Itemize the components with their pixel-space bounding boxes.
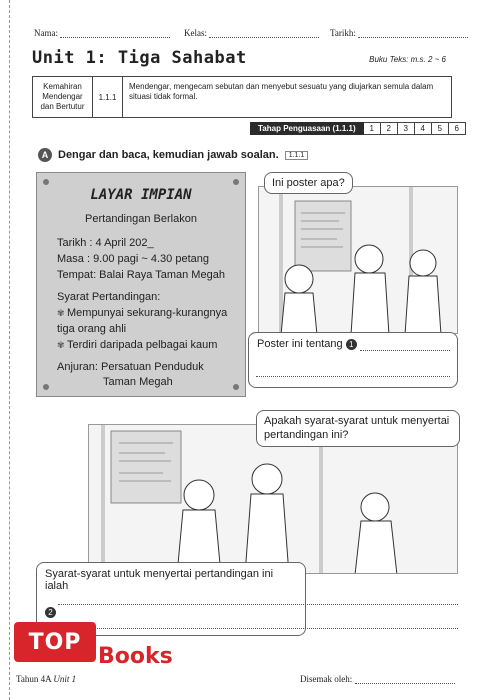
- poster-time: Masa : 9.00 pagi ~ 4.30 petang: [57, 253, 209, 265]
- standard-code: 1.1.1: [93, 77, 123, 117]
- unit-title: Unit 1: Tiga Sahabat: [32, 48, 247, 68]
- poster-condition-1-cont: tiga orang ahli: [57, 323, 127, 335]
- speech-bubble-2: [256, 410, 460, 447]
- bolt-icon: [43, 179, 49, 185]
- section-instruction: Dengar dan baca, kemudian jawab soalan.: [58, 149, 279, 161]
- topbooks-logo-text: Books: [98, 644, 173, 669]
- kelas-field[interactable]: [184, 28, 319, 38]
- question-number-2: 2: [45, 607, 56, 618]
- level-box[interactable]: 1: [364, 122, 381, 135]
- bolt-icon: [43, 384, 49, 390]
- section-ref: 1.1.1: [285, 151, 309, 160]
- poster-organiser-cont: Taman Megah: [103, 376, 173, 388]
- speech-bubble-2-line2: pertandingan ini?: [264, 429, 349, 442]
- standard-table: [32, 76, 452, 118]
- tarikh-label: Tarikh:: [330, 28, 356, 38]
- topbooks-logo: TOP: [14, 622, 96, 662]
- mastery-levels-label: Tahap Penguasaan (1.1.1): [250, 122, 364, 135]
- picture-panel-1: [258, 186, 458, 334]
- level-box[interactable]: 3: [398, 122, 415, 135]
- mastery-levels: [250, 122, 466, 135]
- binding-margin: [0, 0, 10, 700]
- answer-2-prompt: Syarat-syarat untuk menyertai pertandingan ini ialah: [45, 568, 274, 592]
- bolt-icon: [233, 384, 239, 390]
- boys-discussing-illustration: [89, 425, 458, 574]
- kelas-label: Kelas:: [184, 28, 207, 38]
- answer-line[interactable]: [360, 350, 450, 351]
- poster-condition-1: ✾ Mempunyai sekurang-kurangnya: [57, 307, 228, 319]
- flower-bullet-icon: ✾: [57, 308, 65, 318]
- poster-condition-2: ✾ Terdiri daripada pelbagai kaum: [57, 339, 218, 351]
- level-box[interactable]: 5: [432, 122, 449, 135]
- poster-venue: Tempat: Balai Raya Taman Megah: [57, 269, 225, 281]
- standard-description: Mendengar, mengecam sebutan dan menyebut sesuatu yang diujarkan semula dalam situasi tidak formal.: [129, 82, 434, 102]
- footer-grade: Tahun 4A Unit 1: [16, 674, 77, 684]
- poster-organiser: Anjuran: Persatuan Penduduk: [57, 361, 204, 373]
- nama-field[interactable]: [34, 28, 170, 38]
- nama-label: Nama:: [34, 28, 58, 38]
- poster-conditions-heading: Syarat Pertandingan:: [57, 291, 161, 303]
- tarikh-field[interactable]: [330, 28, 468, 38]
- answer-line[interactable]: [58, 604, 458, 605]
- section-badge: A: [38, 148, 52, 162]
- level-box[interactable]: 6: [449, 122, 466, 135]
- flower-bullet-icon: ✾: [57, 340, 65, 350]
- boys-reading-poster-illustration: [259, 187, 458, 334]
- poster-subtitle: Pertandingan Berlakon: [85, 213, 197, 225]
- poster-title: LAYAR IMPIAN: [90, 187, 192, 203]
- speech-bubble-1: Ini poster apa?: [264, 172, 353, 194]
- textbook-reference: Buku Teks: m.s. 2 ~ 6: [369, 55, 446, 64]
- section-a-heading: [38, 148, 308, 162]
- poster-date: Tarikh : 4 April 202_: [57, 237, 154, 249]
- checked-by-field[interactable]: [300, 674, 455, 684]
- checked-by-label: Disemak oleh:: [300, 674, 353, 684]
- answer-box-1[interactable]: [248, 332, 458, 388]
- answer-line[interactable]: [256, 376, 450, 377]
- speech-bubble-2-line1: Apakah syarat-syarat untuk menyertai: [264, 415, 450, 427]
- poster: [36, 172, 246, 397]
- answer-1-prompt: Poster ini tentang: [257, 338, 343, 350]
- standard-skill: Kemahiran Mendengar dan Bertutur: [33, 77, 93, 117]
- level-box[interactable]: 4: [415, 122, 432, 135]
- question-number-1: 1: [346, 339, 357, 350]
- bolt-icon: [233, 179, 239, 185]
- answer-line[interactable]: [44, 628, 458, 629]
- level-box[interactable]: 2: [381, 122, 398, 135]
